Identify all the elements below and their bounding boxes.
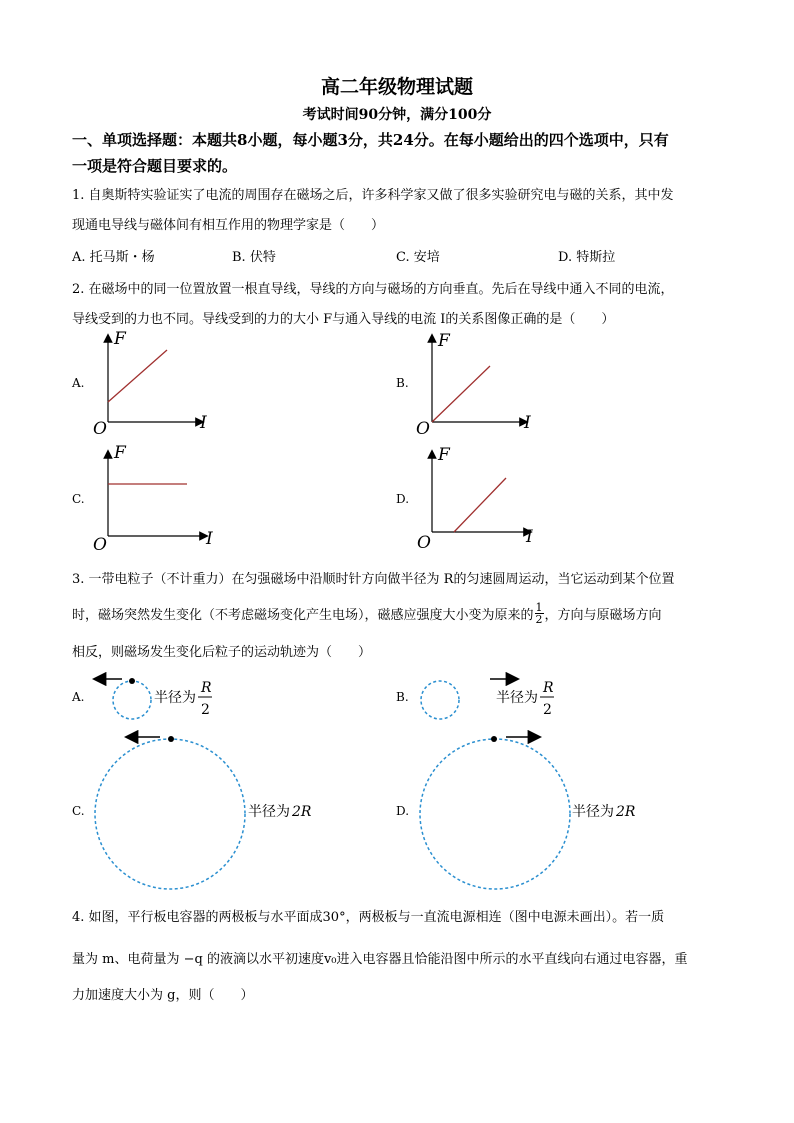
q2-text-line2: 导线受到的力也不同。导线受到的力的大小 F与通入导线的电流 I的关系图像正确的是（ ）: [72, 312, 615, 327]
y-axis-label: F: [114, 329, 126, 349]
section-heading-line1: 一、单项选择题：本题共8小题，每小题3分，共24分。在每小题给出的四个选项中，只有: [72, 131, 669, 149]
graph-line: [432, 366, 490, 422]
page-title: 高二年级物理试题: [320, 76, 473, 98]
q2-option-d-label: D.: [396, 492, 410, 506]
q3-option-c-label: C.: [72, 804, 85, 818]
radius-label-prefix: 半径为: [572, 804, 614, 820]
particle-dot: [129, 678, 135, 684]
q1-option-d: D. 特斯拉: [558, 250, 616, 265]
particle-dot: [491, 736, 497, 742]
q1-text-line2: 现通电导线与磁体间有相互作用的物理学家是（ ）: [72, 218, 385, 233]
q2-graph-a: [90, 330, 230, 440]
radius-label-prefix: 半径为: [496, 690, 538, 706]
trajectory-circle: [113, 681, 151, 719]
q1-option-c: C. 安培: [396, 250, 440, 265]
q4-text-line3: 力加速度大小为 g，则（ ）: [72, 988, 254, 1003]
trajectory-circle: [95, 739, 245, 889]
exam-info: 考试时间90分钟，满分100分: [302, 107, 492, 123]
graph-line: [454, 478, 506, 532]
x-axis-label: I: [206, 529, 213, 549]
x-axis-label: I: [200, 413, 207, 433]
y-axis-label: F: [114, 443, 126, 463]
radius-label-prefix: 半径为: [154, 690, 196, 706]
radius-value: 2R: [292, 804, 312, 820]
x-axis-label: I: [526, 527, 533, 547]
q2-graph-c: [90, 444, 230, 554]
q1-option-a: A. 托马斯・杨: [72, 250, 155, 265]
origin-label: O: [93, 419, 107, 439]
q2-graph-d: [414, 444, 554, 554]
y-axis-label: F: [438, 445, 450, 465]
graph-line: [108, 350, 167, 402]
q3-option-d-label: D.: [396, 804, 410, 818]
radius-label-prefix: 半径为: [248, 804, 290, 820]
x-axis-label: I: [524, 413, 531, 433]
q3-text-line3: 相反，则磁场发生变化后粒子的运动轨迹为（ ）: [72, 645, 372, 660]
q3-trajectory-c: [90, 728, 320, 898]
origin-label: O: [417, 533, 431, 553]
q1-option-b: B. 伏特: [232, 250, 276, 265]
fraction-denominator: 2: [535, 613, 543, 626]
trajectory-circle: [420, 739, 570, 889]
y-axis-label: F: [438, 331, 450, 351]
radius-fraction-denominator: 2: [543, 702, 552, 718]
q3-option-a-label: A.: [72, 690, 85, 704]
half-fraction: [535, 602, 544, 625]
radius-value: 2R: [616, 804, 636, 820]
q2-graph-b: [414, 330, 554, 440]
q3-trajectory-a: [90, 670, 230, 730]
q4-text-line1: 4. 如图，平行板电容器的两极板与水平面成30°，两极板与一直流电源相连（图中电源未画出）。若一质: [72, 910, 665, 925]
q3-option-b-label: B.: [396, 690, 409, 704]
q2-text-line1: 2. 在磁场中的同一位置放置一根直导线，导线的方向与磁场的方向垂直。先后在导线中通入不同的电流，: [72, 282, 674, 297]
q4-text-line2: 量为 m、电荷量为 −q 的液滴以水平初速度v₀进入电容器且恰能沿图中所示的水平直线向右通过电容器，重: [72, 952, 688, 967]
particle-dot: [168, 736, 174, 742]
q2-option-a-label: A.: [72, 376, 85, 390]
origin-label: O: [93, 535, 107, 555]
origin-label: O: [416, 419, 430, 439]
radius-fraction-denominator: 2: [201, 702, 210, 718]
radius-fraction-numerator: R: [201, 680, 212, 696]
q1-text-line1: 1. 自奥斯特实验证实了电流的周围存在磁场之后，许多科学家又做了很多实验研究电与磁的关系，其中发: [72, 188, 674, 203]
radius-fraction-numerator: R: [543, 680, 554, 696]
q3-trajectory-b: [414, 670, 574, 730]
q3-trajectory-d: [414, 728, 654, 898]
q3-text-line1: 3. 一带电粒子（不计重力）在匀强磁场中沿顺时针方向做半径为 R的匀速圆周运动，当它运动到某个位置: [72, 572, 675, 587]
fraction-numerator: 1: [535, 601, 543, 614]
trajectory-circle: [421, 681, 459, 719]
section-heading-line2: 一项是符合题目要求的。: [72, 157, 238, 175]
q3-text-line2: [72, 601, 662, 627]
q3-text-line2-start: 时，磁场突然发生变化（不考虑磁场变化产生电场），磁感应强度大小变为原来的: [72, 608, 534, 623]
q2-option-c-label: C.: [72, 492, 85, 506]
q2-option-b-label: B.: [396, 376, 409, 390]
q3-text-line2-end: ，方向与原磁场方向: [544, 608, 662, 623]
